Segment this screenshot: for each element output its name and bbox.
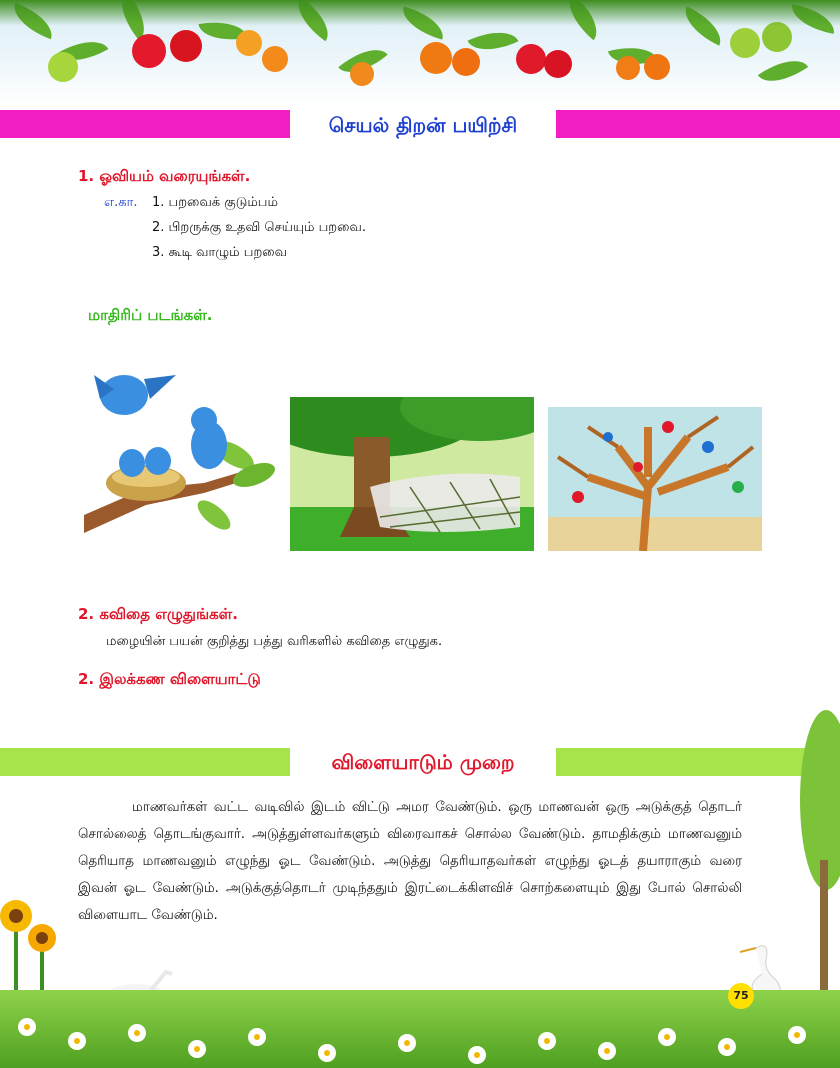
fruit-icon <box>420 42 452 74</box>
fruit-icon <box>762 22 792 52</box>
fruit-icon <box>516 44 546 74</box>
header-fruit-banner <box>0 0 840 105</box>
tree-decoration <box>796 710 840 1000</box>
question-2-heading: 2. கவிதை எழுதுங்கள். <box>78 605 238 623</box>
parrots-tree-picture <box>548 407 762 551</box>
fruit-icon <box>544 50 572 78</box>
sample-pictures-heading: மாதிரிப் படங்கள். <box>88 306 213 324</box>
fruit-icon <box>730 28 760 58</box>
fruit-icon <box>644 54 670 80</box>
page-number: 75 <box>728 983 754 1009</box>
question-1-heading: 1. ஓவியம் வரையுங்கள். <box>78 167 251 185</box>
fruit-icon <box>262 46 288 72</box>
title-band-right <box>556 110 840 138</box>
fruit-icon <box>616 56 640 80</box>
grass-footer <box>0 990 840 1068</box>
sunflowers-decoration <box>0 880 70 990</box>
example-item-1: 1. பறவைக் குடும்பம் <box>152 195 278 210</box>
fruit-icon <box>48 52 78 82</box>
game-rules-paragraph: மாணவர்கள் வட்ட வடிவில் இடம் விட்டு அமர வேண்டும். ஒரு மாணவன் ஒரு அடுக்குத் தொடர் சொல்லைத் தொடங்குவார். அடுத்துள்ளவர்களும் விரைவாகச் சொல்ல வேண்டும். தாமதிக்கும் மாணவனும் தெரியாத மாணவனும் எழுந்து ஓட வேண்டும். அடுத்து தெரியாதவர்கள் எழுந்து ஓடத் தயாராகும் வரை இவன் ஓட வேண்டும். அடுக்குத்தொடர் முடிந்ததும் இரட்டைக்கிளவிச் சொற்களையும் இது போல் சொல்லி விளையாட வேண்டும். <box>78 800 742 923</box>
title-band-left <box>0 748 290 776</box>
section-title-activity: செயல் திறன் பயிற்சி <box>290 108 556 142</box>
fruit-icon <box>236 30 262 56</box>
section-title-game-method: விளையாடும் முறை <box>290 745 556 779</box>
fruit-icon <box>132 34 166 68</box>
example-item-3: 3. கூடி வாழும் பறவை <box>152 245 288 260</box>
question-3-heading: 2. இலக்கண விளையாட்டு <box>78 670 261 688</box>
example-label: எ.கா. <box>104 195 138 210</box>
bird-family-picture <box>84 365 276 549</box>
foliage <box>0 0 840 26</box>
fruit-icon <box>452 48 480 76</box>
fruit-icon <box>350 62 374 86</box>
birds-net-picture <box>290 397 534 551</box>
title-band-left <box>0 110 290 138</box>
poem-instruction: மழையின் பயன் குறித்து பத்து வரிகளில் கவிதை எழுதுக. <box>106 634 443 649</box>
example-item-2: 2. பிறருக்கு உதவி செய்யும் பறவை. <box>152 220 366 235</box>
fruit-icon <box>170 30 202 62</box>
